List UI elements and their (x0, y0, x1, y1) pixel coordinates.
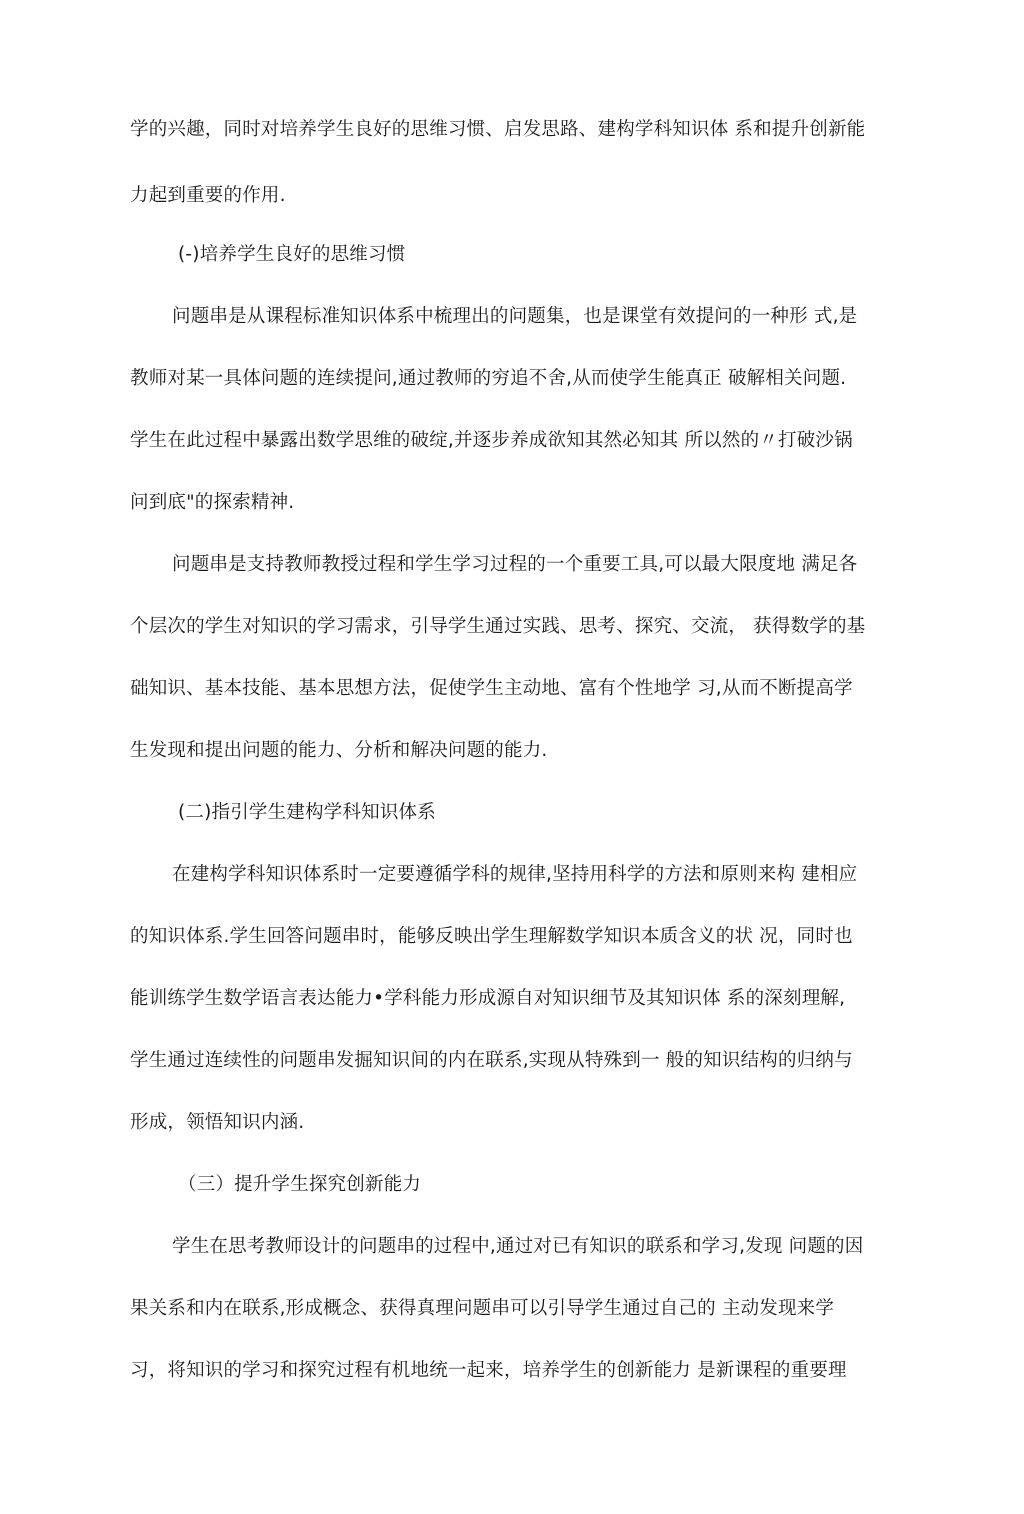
paragraph-line: 力起到重要的作用. (130, 185, 286, 206)
paragraph-line: 个层次的学生对知识的学习需求，引导学生通过实践、思考、探究、交流， 获得数学的基 (130, 616, 866, 637)
paragraph-line: 果关系和内在联系,形成概念、获得真理问题串可以引导学生通过自己的 主动发现来学 (130, 1298, 835, 1319)
paragraph-line: 学的兴趣，同时对培养学生良好的思维习惯、启发思路、建构学科知识体 系和提升创新能 (130, 119, 866, 140)
paragraph-line: 在建构学科知识体系时一定要遵循学科的规律,坚持用科学的方法和原则来构 建相应 (172, 864, 858, 885)
section-heading: （三）提升学生探究创新能力 (178, 1174, 422, 1195)
paragraph-line: 问题串是从课程标准知识体系中梳理出的问题集，也是课堂有效提问的一种形 式,是 (172, 306, 858, 327)
paragraph-line: 础知识、基本技能、基本思想方法，促使学生主动地、富有个性地学 习,从而不断提高学 (130, 678, 853, 699)
paragraph-line: 习，将知识的学习和探究过程有机地统一起来，培养学生的创新能力 是新课程的重要理 (130, 1360, 847, 1381)
paragraph-line: 形成，领悟知识内涵. (130, 1112, 305, 1133)
paragraph-line: 问题串是支持教师教授过程和学生学习过程的一个重要工具,可以最大限度地 满足各 (172, 554, 858, 575)
paragraph-line: 学生在思考教师设计的问题串的过程中,通过对已有知识的联系和学习,发现 问题的因 (172, 1236, 864, 1257)
section-heading: (-)培养学生良好的思维习惯 (178, 244, 406, 265)
paragraph-line: 能训练学生数学语言表达能力•学科能力形成源自对知识细节及其知识体 系的深刻理解, (130, 988, 846, 1009)
paragraph-line: 生发现和提出问题的能力、分析和解决问题的能力. (130, 740, 548, 761)
section-heading: (二)指引学生建构学科知识体系 (178, 802, 436, 823)
paragraph-line: 问到底"的探索精神. (130, 492, 295, 513)
paragraph-line: 教师对某一具体问题的连续提问,通过教师的穷追不舍,从而使学生能真正 破解相关问题. (130, 368, 847, 389)
paragraph-line: 学生在此过程中暴露出数学思维的破绽,并逐步养成欲知其然必知其 所以然的〃打破沙锅 (130, 430, 853, 451)
paragraph-line: 学生通过连续性的问题串发掘知识间的内在联系,实现从特殊到一 般的知识结构的归纳与 (130, 1050, 853, 1071)
paragraph-line: 的知识体系.学生回答问题串时，能够反映出学生理解数学知识本质含义的状 况，同时也 (130, 926, 853, 947)
